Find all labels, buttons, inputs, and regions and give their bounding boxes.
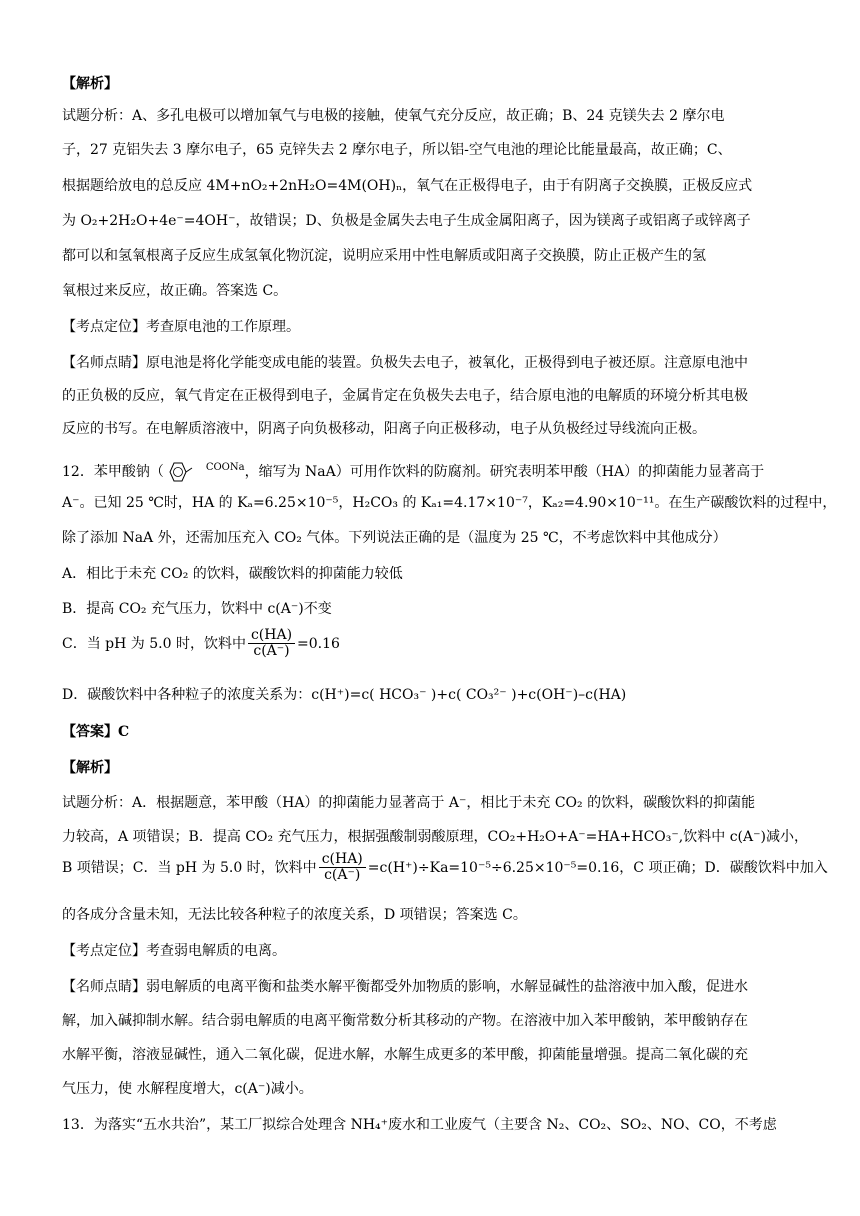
analysis-line: 试题分析：A、多孔电极可以增加氧气与电极的接触，使氧气充分反应，故正确；B、24 克镁失去 2 摩尔电	[62, 108, 725, 124]
fraction-denominator: c(A⁻)	[324, 867, 361, 884]
answer: 【答案】C	[62, 724, 130, 740]
analysis-line: 子，27 克铝失去 3 摩尔电子，65 克锌失去 2 摩尔电子，所以铝-空气电池的理论比能量最高，故正确；C、	[62, 142, 732, 158]
analysis-line: 氧根过来反应，故正确。答案选 C。	[62, 283, 288, 299]
analysis-line: 的各成分含量未知，无法比较各种粒子的浓度关系，D 项错误；答案选 C。	[62, 907, 527, 923]
teacher-note: 反应的书写。在电解质溶液中，阴离子向负极移动，阳离子向正极移动，电子从负极经过导线流向正极。	[62, 421, 706, 437]
option-c	[62, 628, 340, 660]
exam-point: 【考点定位】考查弱电解质的电离。	[62, 943, 286, 959]
stem-text: 12．苯甲酸钠（	[62, 464, 164, 480]
fraction-denominator: c(A⁻)	[253, 643, 290, 660]
analysis-text: B 项错误；C．当 pH 为 5.0 时，饮料中	[62, 859, 317, 876]
question-12-stem	[62, 457, 764, 483]
analysis-line: 为 O₂+2H₂O+4e⁻=4OH⁻，故错误；D、负极是金属失去电子生成金属阳离子，因为镁离子或铝离子或锌离子	[62, 213, 751, 229]
fraction	[248, 628, 295, 660]
exam-point: 【考点定位】考查原电池的工作原理。	[62, 319, 300, 335]
analysis-line: 都可以和氢氧根离子反应生成氢氧化物沉淀，说明应采用中性电解质或阳离子交换膜，防止正极产生的氢	[62, 248, 706, 264]
section-heading-analysis: 【解析】	[62, 760, 118, 776]
benzene-ring-icon	[166, 461, 204, 483]
stem-text: ，缩写为 NaA）可用作饮料的防腐剂。研究表明苯甲酸（HA）的抑菌能力显著高于	[244, 464, 765, 480]
fraction-numerator: c(HA)	[248, 628, 295, 644]
question-12-stem: A⁻。已知 25 ℃时，HA 的 Kₐ=6.25×10⁻⁵，H₂CO₃ 的 Kₐ₁=4.17×10⁻⁷，Kₐ₂=4.90×10⁻¹¹。在生产碳酸饮料的过程中，	[62, 495, 837, 511]
analysis-line: 试题分析：A．根据题意，苯甲酸（HA）的抑菌能力显著高于 A⁻，相比于未充 CO₂ 的饮料，碳酸饮料的抑菌能	[62, 795, 756, 811]
teacher-note: 的正负极的反应，氧气肯定在正极得到电子，金属肯定在负极失去电子，结合原电池的电解质的环境分析其电极	[62, 388, 748, 404]
fraction-numerator: c(HA)	[319, 852, 366, 868]
teacher-note: 【名师点睛】原电池是将化学能变成电能的装置。负极失去电子，被氧化，正极得到电子被还原。注意原电池中	[62, 355, 748, 371]
structure-label: COONa	[205, 462, 245, 473]
question-12-stem: 除了添加 NaA 外，还需加压充入 CO₂ 气体。下列说法正确的是（温度为 25 ℃，不考虑饮料中其他成分）	[62, 530, 727, 546]
teacher-note: 解，加入碱抑制水解。结合弱电解质的电离平衡常数分析其移动的产物。在溶液中加入苯甲酸钠，苯甲酸钠存在	[62, 1013, 748, 1029]
question-13-stem: 13．为落实“五水共治”，某工厂拟综合处理含 NH₄⁺废水和工业废气（主要含 N₂、CO₂、SO₂、NO、CO，不考虑	[62, 1117, 777, 1133]
analysis-line: 力较高，A 项错误；B．提高 CO₂ 充气压力，根据强酸制弱酸原理，CO₂+H₂O+A⁻=HA+HCO₃⁻,饮料中 c(A⁻)减小，	[62, 829, 808, 845]
section-heading-analysis: 【解析】	[62, 76, 118, 92]
analysis-line	[62, 852, 828, 884]
teacher-note: 水解平衡，溶液显碱性，通入二氧化碳，促进水解，水解生成更多的苯甲酸，抑菌能量增强。提高二氧化碳的充	[62, 1047, 748, 1063]
option-a: A．相比于未充 CO₂ 的饮料，碳酸饮料的抑菌能力较低	[62, 566, 403, 582]
fraction	[319, 852, 366, 884]
option-c-text: C．当 pH 为 5.0 时，饮料中	[62, 635, 246, 652]
analysis-line: 根据题给放电的总反应 4M+nO₂+2nH₂O=4M(OH)ₙ，氧气在正极得电子，由于有阴离子交换膜，正极反应式	[62, 178, 753, 194]
option-d: D．碳酸饮料中各种粒子的浓度关系为：c(H⁺)=c( HCO₃⁻ )+c( CO₃²⁻ )+c(OH⁻)–c(HA)	[62, 687, 627, 703]
option-c-value: =0.16	[297, 635, 340, 652]
analysis-text: =c(H⁺)÷Ka=10⁻⁵÷6.25×10⁻⁵=0.16，C 项正确；D．碳酸饮料中加入	[367, 859, 828, 876]
teacher-note: 气压力，使 水解程度增大，c(A⁻)减小。	[62, 1081, 313, 1097]
option-b: B．提高 CO₂ 充气压力，饮料中 c(A⁻)不变	[62, 601, 332, 617]
teacher-note: 【名师点睛】弱电解质的电离平衡和盐类水解平衡都受外加物质的影响，水解显碱性的盐溶液中加入酸，促进水	[62, 979, 748, 995]
